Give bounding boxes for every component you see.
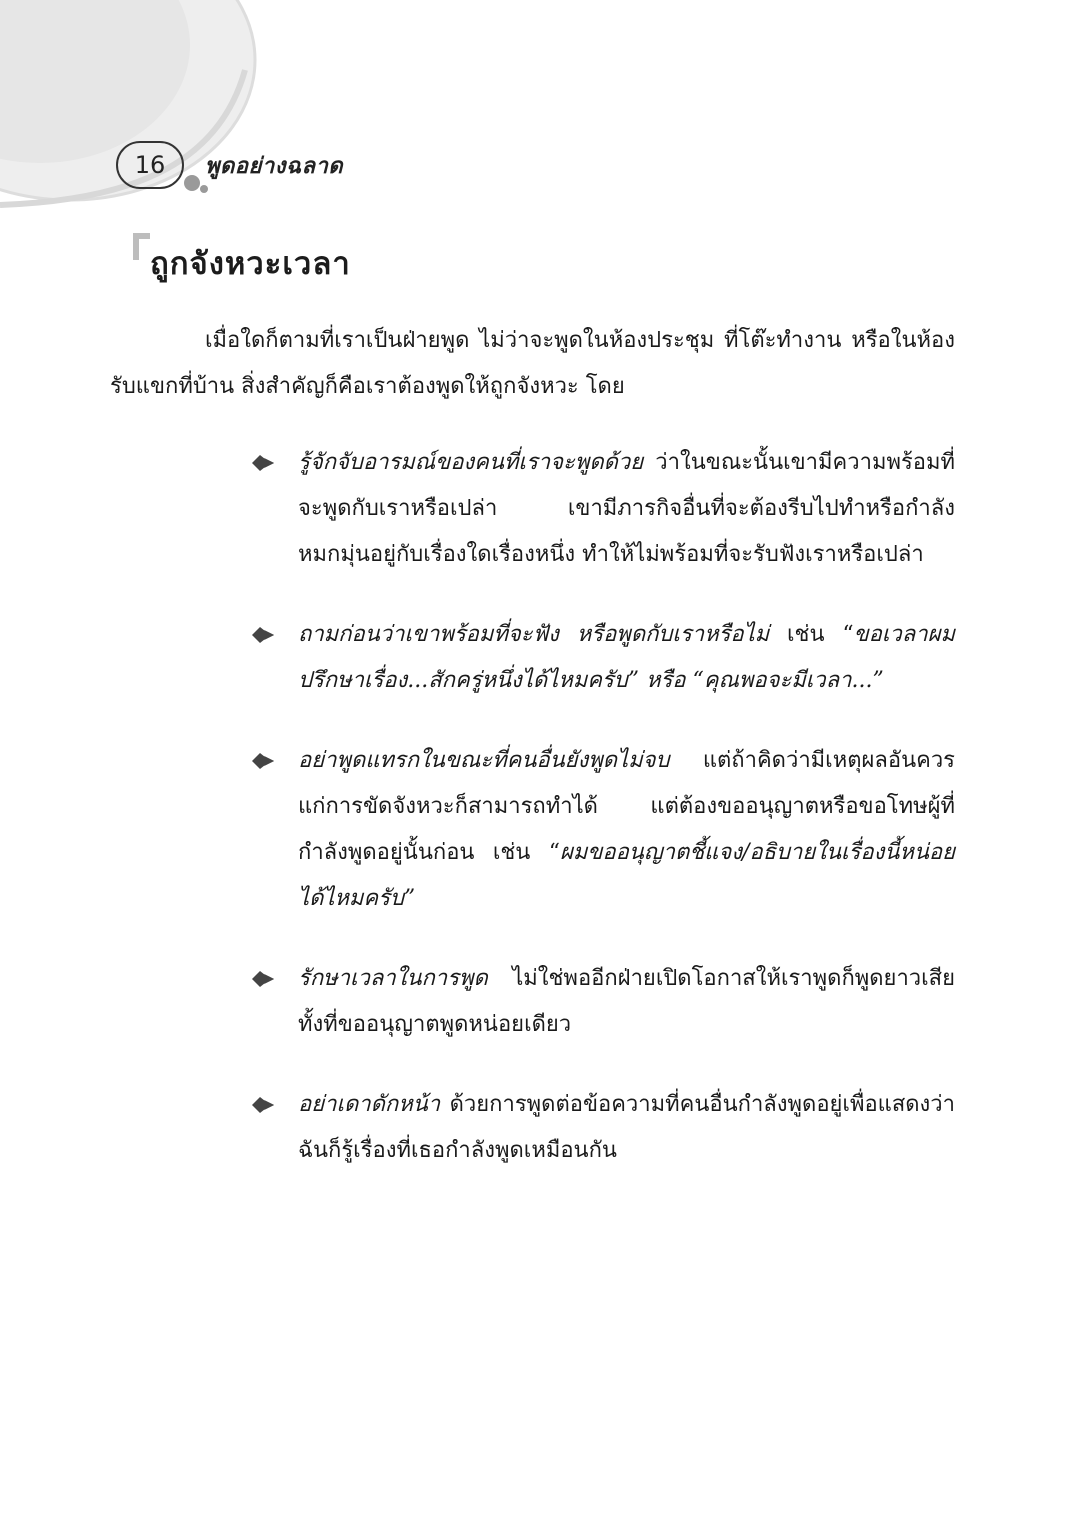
page-number: 16 [116, 141, 184, 189]
bullet-icon [250, 751, 274, 771]
bullet-icon [250, 1095, 274, 1115]
running-title: พูดอย่างฉลาด [205, 154, 344, 179]
bullet-text: แต่ถ้าคิดว่ามีเหตุผลอันควรแก่การขัดจังหวะก็สามารถทำได้ แต่ต้องขออนุญาตหรือขอโทษผู้ที่กำลังพูดอยู่นั้นก่อน เช่น “ [298, 748, 955, 865]
bullet-text: ว่าในขณะนั้นเขามีความพร้อมที่จะพูดกับเราหรือเปล่า เขามีภารกิจอื่นที่จะต้องรีบไปทำหรือกำลังหมกมุ่นอยู่กับเรื่องใดเรื่องหนึ่ง ทำให้ไม่พร้อมที่จะรับฟังเราหรือเปล่า [298, 450, 955, 567]
bullet-text: ด้วยการพูดต่อข้อความที่คนอื่นกำลังพูดอยู่เพื่อแสดงว่าฉันก็รู้เรื่องที่เธอกำลังพูดเหมือนกัน [298, 1092, 955, 1163]
bullet-lead: รู้จักจับอารมณ์ของคนที่เราจะพูดด้วย [298, 450, 644, 475]
bullet-text: เช่น “ [769, 622, 854, 647]
header-decoration [0, 0, 1067, 260]
list-item [250, 612, 955, 704]
bullet-lead: ถามก่อนว่าเขาพร้อมที่จะฟัง หรือพูดกับเราหรือไม่ [298, 622, 770, 647]
bullet-text: ไม่ใช่พออีกฝ่ายเปิดโอกาสให้เราพูดก็พูดยาวเสีย ทั้งที่ขออนุญาตพูดหน่อยเดียว [298, 966, 955, 1037]
bullet-icon [250, 969, 274, 989]
intro-paragraph: เมื่อใดก็ตามที่เราเป็นฝ่ายพูด ไม่ว่าจะพูดในห้องประชุม ที่โต๊ะทำงาน หรือในห้องรับแขกที่บ้าน สิ่งสำคัญก็คือเราต้องพูดให้ถูกจังหวะ โดย [110, 328, 955, 399]
bullet-lead: รักษาเวลาในการพูด [298, 966, 488, 991]
bullet-lead: อย่าเดาดักหน้า [298, 1092, 441, 1117]
bullet-icon [250, 625, 274, 645]
list-item [250, 440, 955, 578]
bullet-lead: อย่าพูดแทรกในขณะที่คนอื่นยังพูดไม่จบ [298, 748, 670, 773]
section-title: ถูกจังหวะเวลา [150, 246, 351, 282]
bullet-icon [250, 453, 274, 473]
list-item [250, 738, 955, 922]
list-item [250, 1082, 955, 1174]
bullet-list [250, 440, 955, 1208]
bullet-quote: ขอเวลาผมปรึกษาเรื่อง...สักครู่หนึ่งได้ไหมครับ” หรือ “คุณพอจะมีเวลา...” [298, 622, 955, 693]
list-item [250, 956, 955, 1048]
bullet-quote: ผมขออนุญาตชี้แจง/อธิบายในเรื่องนี้หน่อยได้ไหมครับ” [298, 840, 955, 911]
